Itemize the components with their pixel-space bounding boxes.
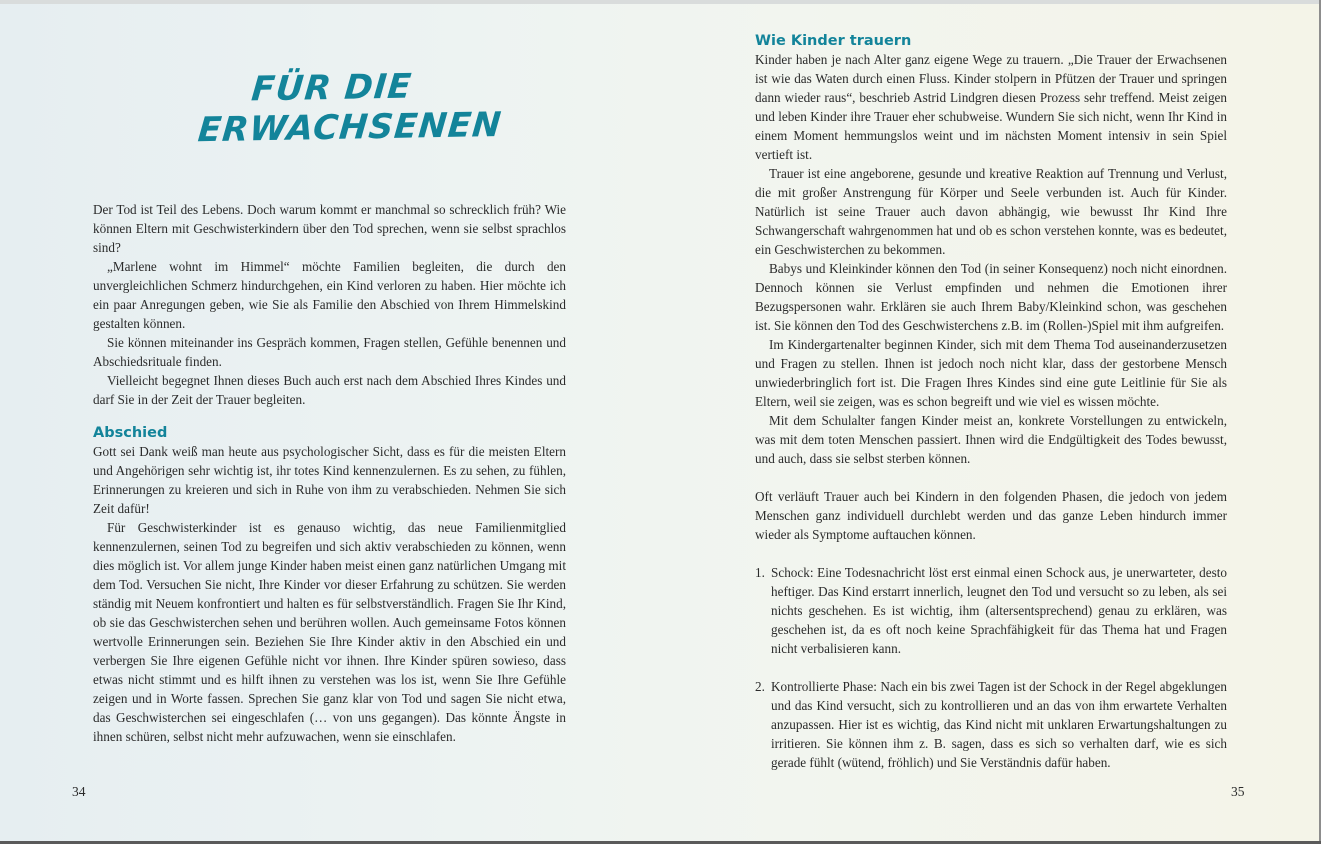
- page-title: [196, 66, 504, 151]
- abschied-section: [93, 424, 566, 746]
- right-page: [660, 0, 1321, 844]
- heading-wie-kinder-trauern: Wie Kinder trauern: [755, 33, 912, 49]
- abschied-paragraph: Für Geschwisterkinder ist es genauso wichtig, das neue Familienmitglied kennenzulernen, seinen Tod zu begreifen und sich aktiv verabschieden zu können, wenn dies möglich ist. Vor allem junge Kinder haben meist einen ganz natürlichen Umgang mit dem Tod. Versuchen Sie nicht, Ihre Kinder vor dieser Erfahrung zu schützen. Sie werden ständig mit Neuem konfrontiert und halten es für selbstverständlich. Fragen Sie Ihr Kind, ob sie das Geschwisterchen sehen und berühren wollen. Auch gemeinsame Fotos können wertvolle Erinnerungen sein. Beziehen Sie Ihre Kinder aktiv in den Abschied ein und verbergen Sie Ihre eigenen Gefühle nicht vor ihnen. Ihre Kinder spüren sowieso, dass etwas nicht stimmt und es hilft ihnen zu verstehen was los ist, wenn Sie Ihre Gefühle zeigen und in Worte fassen. Sprechen Sie ganz klar von Tod und sagen Sie nicht etwa, das Geschwisterchen sei eingeschlafen (… von uns gegangen). Das könnte Ängste in ihnen schüren, selbst nicht mehr aufzuwachen, wenn sie einschlafen.: [93, 520, 566, 744]
- page-number-right: 35: [1231, 784, 1245, 799]
- body-paragraph: Mit dem Schulalter fangen Kinder meist an, konkrete Vorstellungen zu entwickeln, was mit dem toten Menschen passiert. Ihnen wird die Endgültigkeit des Todes bewusst, und auch, dass sie selbst sterben können.: [755, 413, 1227, 466]
- intro-paragraph: Vielleicht begegnet Ihnen dieses Buch auch erst nach dem Abschied Ihres Kindes und darf Sie in der Zeit der Trauer begleiten.: [93, 373, 566, 407]
- intro-paragraph: Sie können miteinander ins Gespräch kommen, Fragen stellen, Gefühle benennen und Abschiedsrituale finden.: [93, 335, 566, 369]
- left-intro-text: [93, 200, 566, 409]
- page-number-left: 34: [72, 784, 86, 799]
- intro-paragraph: Der Tod ist Teil des Lebens. Doch warum kommt er manchmal so schrecklich früh? Wie können Eltern mit Geschwisterkindern über den Tod sprechen, wenn sie selbst sprachlos sind?: [93, 202, 566, 255]
- phases-list: [755, 563, 1227, 772]
- list-number: 1.: [755, 565, 765, 580]
- body-paragraph: Kinder haben je nach Alter ganz eigene Wege zu trauern. „Die Trauer der Erwachsenen ist wie das Waten durch einen Fluss. Kinder stolpern in Pfützen der Trauer und springen dann wieder raus“, beschrieb Astrid Lindgren diesen Prozess sehr treffend. Meist zeigen und leben Kinder ihre Trauer eher schubweise. Wundern Sie sich nicht, wenn Ihr Kind in einem Moment hemmungslos weint und im nächsten Moment intensiv in sein Spiel vertieft ist.: [755, 52, 1227, 162]
- wie-kinder-trauern-section: [755, 32, 1227, 772]
- list-number: 2.: [755, 679, 765, 694]
- intro-paragraph: „Marlene wohnt im Himmel“ möchte Familien begleiten, die durch den unvergleichlichen Schmerz hindurchgehen, ein Kind verloren zu haben. Hier möchte ich ein paar Anregungen geben, wie Sie als Familie den Abschied von Ihrem Himmelskind gestalten können.: [93, 259, 566, 331]
- left-page: [0, 0, 660, 844]
- list-item: [755, 563, 1227, 658]
- phases-intro: Oft verläuft Trauer auch bei Kindern in den folgenden Phasen, die jedoch von jedem Menschen ganz individuell durchlebt werden und das ganze Leben hindurch immer wieder als Symptome auftauchen können.: [755, 489, 1227, 542]
- body-paragraph: Trauer ist eine angeborene, gesunde und kreative Reaktion auf Trennung und Verlust, die mit großer Anstrengung für Körper und Seele verbunden ist. Auch für Kinder. Natürlich ist seine Trauer auch davon abhängig, wie bewusst Ihr Kind Ihre Schwangerschaft wahrgenommen hat und ob es schon verstehen konnte, was es bedeutet, ein Geschwisterchen zu bekommen.: [755, 166, 1227, 257]
- list-item-text: Schock: Eine Todesnachricht löst erst einmal einen Schock aus, je unerwarteter, desto heftiger. Das Kind erstarrt innerlich, leugnet den Tod und versucht so zu leben, als sei nichts geschehen. Es ist wichtig, ihm (altersentsprechend) genau zu erklären, was geschehen ist, da es oft noch keine Sprachfähigkeit für das Thema hat und Fragen nicht verbalisieren kann.: [771, 565, 1227, 656]
- title-line-1: FÜR DIE: [249, 66, 414, 110]
- list-item-text: Kontrollierte Phase: Nach ein bis zwei Tagen ist der Schock in der Regel abgeklungen und das Kind versucht, sich zu kontrollieren und an das von ihm erwartete Verhalten anzupassen. Hier ist es wichtig, das Kind nicht mit unklaren Erwartungshaltungen zu irritieren. Sie können ihm z. B. sagen, dass es sich so verhalten darf, wie es sich gerade fühlt (wütend, fröhlich) und Sie Verständnis dafür haben.: [771, 679, 1227, 770]
- body-paragraph: Im Kindergartenalter beginnen Kinder, sich mit dem Thema Tod auseinanderzusetzen und Fragen zu stellen. Ihnen ist jedoch noch nicht klar, dass der gestorbene Mensch unwiederbringlich fort ist. Die Fragen Ihres Kindes sind eine gute Leitlinie für Sie als Eltern, weil sie zeigen, was es schon begreift und wie viel es wissen möchte.: [755, 337, 1227, 409]
- heading-abschied: Abschied: [93, 425, 168, 441]
- list-item: [755, 677, 1227, 772]
- title-line-2: ERWACHSENEN: [196, 104, 504, 151]
- abschied-paragraph: Gott sei Dank weiß man heute aus psychologischer Sicht, dass es für die meisten Eltern und Angehörigen sehr wichtig ist, ihr totes Kind kennenzulernen. Es zu sehen, zu fühlen, Erinnerungen zu kreieren und sich in Ruhe von ihm zu verabschieden. Nehmen Sie sich Zeit dafür!: [93, 444, 566, 516]
- body-paragraph: Babys und Kleinkinder können den Tod (in seiner Konsequenz) noch nicht einordnen. Dennoch können sie Verlust empfinden und nehmen die Emotionen ihrer Bezugspersonen wahr. Erklären sie auch Ihrem Baby/Kleinkind schon, was geschehen ist. Sie können den Tod des Geschwisterchens z.B. im (Rollen-)Spiel mit ihm aufgreifen.: [755, 261, 1227, 333]
